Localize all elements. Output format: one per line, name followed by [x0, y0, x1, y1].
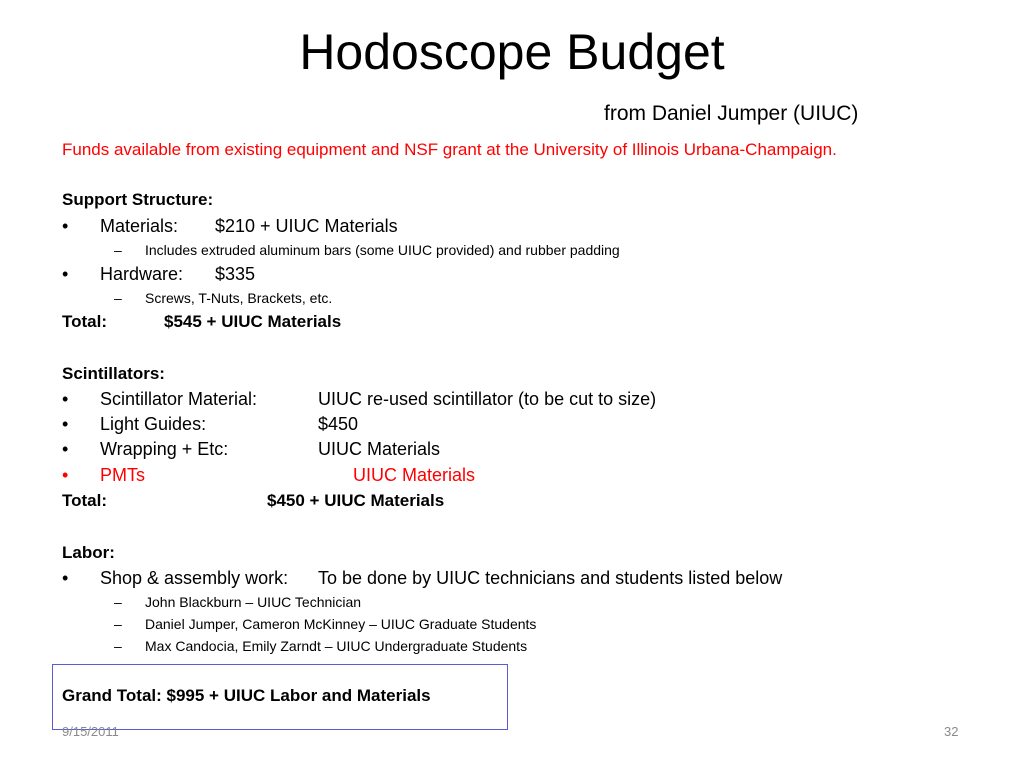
- labor-person-item: [114, 636, 528, 656]
- scint-item: [62, 412, 359, 436]
- bullet: •: [62, 264, 69, 284]
- dash: –: [114, 242, 122, 258]
- funds-note: Funds available from existing equipment and NSF grant at the University of Illinois Urbana-Champaign.: [62, 140, 837, 159]
- support-hardware-value: $335: [215, 264, 256, 284]
- support-materials-note: Includes extruded aluminum bars (some UIUC provided) and rubber padding: [145, 242, 620, 258]
- dash: –: [114, 616, 122, 632]
- bullet: •: [62, 439, 69, 459]
- slide-subtitle: from Daniel Jumper (UIUC): [604, 102, 859, 125]
- labor-work-item: [62, 566, 783, 590]
- scint-item-value: $450: [318, 414, 359, 434]
- scint-item-value: UIUC Materials: [318, 439, 441, 459]
- labor-heading: Labor:: [62, 543, 115, 562]
- labor-person-item: [114, 614, 537, 634]
- scint-item: [62, 437, 441, 461]
- dash: –: [114, 290, 122, 306]
- bullet: •: [62, 389, 69, 409]
- support-materials-value: $210 + UIUC Materials: [215, 216, 398, 236]
- grand-total: Grand Total: $995 + UIUC Labor and Materials: [62, 686, 431, 705]
- support-materials-item: [62, 214, 398, 238]
- support-heading: Support Structure:: [62, 190, 214, 209]
- scint-item-value: UIUC re-used scintillator (to be cut to size): [318, 389, 657, 409]
- dash: –: [114, 638, 122, 654]
- scint-item: [62, 387, 657, 411]
- slide-title: Hodoscope Budget: [299, 24, 725, 80]
- scint-total-value: $450 + UIUC Materials: [267, 491, 445, 510]
- support-total-label: Total:: [62, 312, 108, 331]
- support-hardware-note-item: [114, 288, 333, 308]
- labor-person: Daniel Jumper, Cameron McKinney – UIUC Graduate Students: [145, 616, 537, 632]
- support-total-value: $545 + UIUC Materials: [164, 312, 342, 331]
- scint-heading: Scintillators:: [62, 364, 165, 383]
- bullet: •: [62, 465, 69, 485]
- scint-item-value: UIUC Materials: [353, 465, 476, 485]
- support-materials-note-item: [114, 240, 620, 260]
- footer-date: 9/15/2011: [62, 724, 119, 739]
- labor-person: John Blackburn – UIUC Technician: [145, 594, 362, 610]
- support-hardware-note: Screws, T-Nuts, Brackets, etc.: [145, 290, 333, 306]
- footer-page-number: 32: [944, 724, 959, 739]
- support-materials-label: Materials:: [100, 216, 179, 236]
- scint-total-label: Total:: [62, 491, 108, 510]
- support-hardware-label: Hardware:: [100, 264, 184, 284]
- dash: –: [114, 594, 122, 610]
- scint-item-label: Scintillator Material:: [100, 389, 258, 409]
- labor-person: Max Candocia, Emily Zarndt – UIUC Undergraduate Students: [145, 638, 528, 654]
- scint-item-label: Wrapping + Etc:: [100, 439, 229, 459]
- bullet: •: [62, 216, 69, 236]
- scint-item-pmts: [62, 463, 476, 487]
- scint-item-label: Light Guides:: [100, 414, 207, 434]
- scint-total: [62, 489, 445, 513]
- support-total: [62, 310, 342, 334]
- labor-person-item: [114, 592, 362, 612]
- bullet: •: [62, 568, 69, 588]
- labor-work-label: Shop & assembly work:: [100, 568, 289, 588]
- support-hardware-item: [62, 262, 256, 286]
- bullet: •: [62, 414, 69, 434]
- labor-work-value: To be done by UIUC technicians and students listed below: [318, 568, 783, 588]
- scint-item-label: PMTs: [100, 465, 145, 485]
